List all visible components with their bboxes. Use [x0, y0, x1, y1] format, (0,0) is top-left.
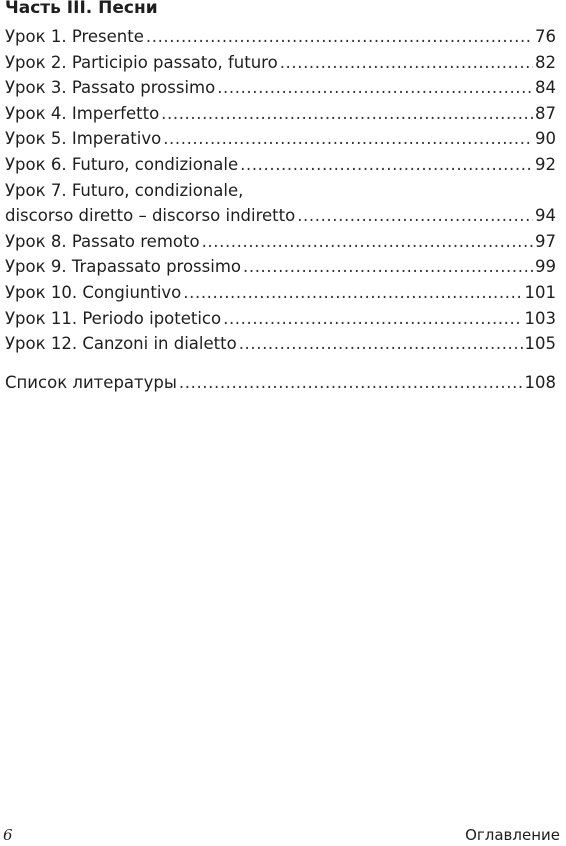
toc-page-number: 76 — [535, 27, 556, 46]
toc-page-number: 97 — [535, 231, 556, 251]
table-of-contents — [5, 24, 556, 395]
toc-entry-6[interactable] — [5, 152, 556, 178]
toc-entry-label: Урок 12. Canzoni in dialetto — [5, 334, 237, 354]
footer-page-number: 6 — [3, 826, 13, 844]
toc-entry-label: Урок 2. Participio passato, futuro — [5, 52, 278, 72]
dot-leader — [202, 229, 533, 255]
section-spacer — [5, 357, 556, 370]
toc-page-number: 92 — [535, 154, 556, 174]
toc-entry-5[interactable] — [5, 126, 556, 152]
toc-entry-8[interactable] — [5, 229, 556, 255]
toc-entry-label: Урок 8. Passato remoto — [5, 231, 200, 251]
toc-entry-label: Урок 11. Periodo ipotetico — [5, 308, 222, 328]
toc-entry-label: Урок 4. Imperfetto — [5, 103, 160, 123]
part-title: Часть III. Песни — [5, 0, 158, 18]
toc-page-number: 108 — [524, 372, 556, 392]
dot-leader — [183, 280, 522, 306]
toc-entry-4[interactable] — [5, 101, 556, 127]
toc-entry-10[interactable] — [5, 280, 556, 306]
toc-entry-bibliography[interactable] — [5, 370, 556, 396]
dot-leader — [280, 50, 533, 76]
toc-entry-11[interactable] — [5, 306, 556, 332]
dot-leader — [239, 331, 523, 357]
toc-entry-label: Урок 1. Presente — [5, 27, 144, 46]
toc-entry-1[interactable] — [5, 24, 556, 50]
toc-entry-label: discorso diretto – discorso indiretto — [5, 206, 296, 226]
toc-entry-label: Урок 6. Futuro, condizionale — [5, 154, 239, 174]
dot-leader — [217, 75, 533, 101]
toc-entry-label-line1: Урок 7. Futuro, condizionale, — [5, 180, 244, 200]
toc-page-number: 82 — [535, 52, 556, 72]
toc-entry-12[interactable] — [5, 331, 556, 357]
toc-page-number: 87 — [535, 103, 556, 123]
toc-page-number: 101 — [524, 282, 556, 302]
toc-entry-label: Урок 5. Imperativo — [5, 129, 162, 149]
toc-page-number: 90 — [535, 129, 556, 149]
dot-leader — [179, 370, 523, 396]
dot-leader — [223, 306, 522, 332]
toc-entry-label: Список литературы — [5, 372, 177, 392]
toc-page-number: 99 — [535, 257, 556, 277]
toc-entry-9[interactable] — [5, 254, 556, 280]
dot-leader — [163, 126, 533, 152]
dot-leader — [146, 24, 533, 50]
toc-page-number: 105 — [524, 334, 556, 354]
toc-entry-7[interactable] — [5, 178, 556, 229]
toc-entry-2[interactable] — [5, 50, 556, 76]
toc-page-number: 94 — [535, 206, 556, 226]
dot-leader — [243, 254, 533, 280]
toc-page-number: 103 — [524, 308, 556, 328]
toc-entry-3[interactable] — [5, 75, 556, 101]
dot-leader — [297, 203, 533, 229]
dot-leader — [161, 101, 533, 127]
toc-entry-label: Урок 3. Passato prossimo — [5, 78, 216, 98]
toc-entry-label: Урок 9. Trapassato prossimo — [5, 257, 242, 277]
dot-leader — [240, 152, 533, 178]
footer-section-title: Оглавление — [465, 826, 560, 844]
toc-page-number: 84 — [535, 78, 556, 98]
toc-entry-label: Урок 10. Congiuntivo — [5, 282, 182, 302]
